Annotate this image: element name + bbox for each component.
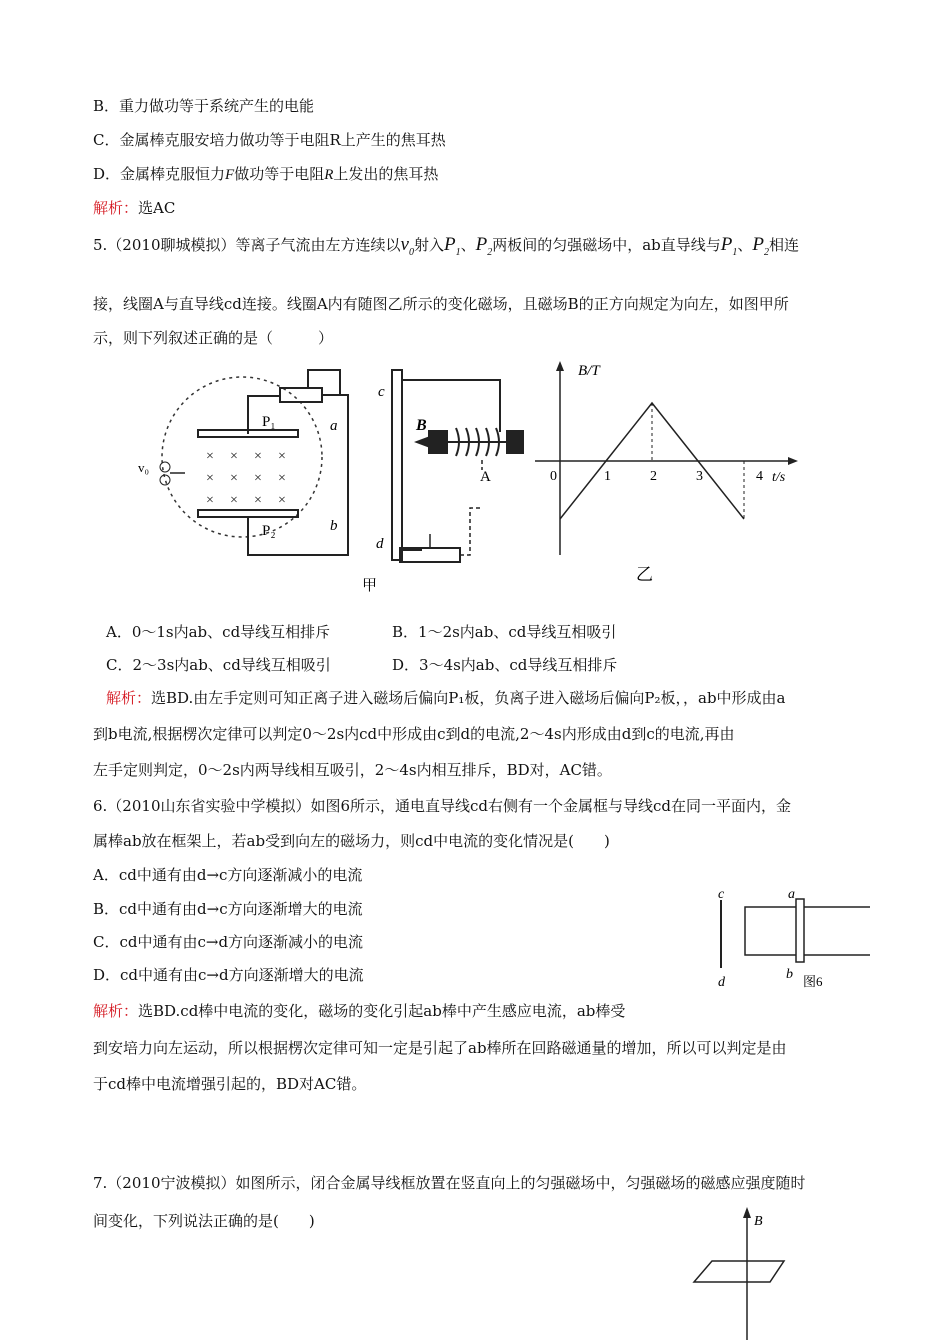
label-d: d (718, 975, 725, 990)
q7-stem-line2: 间变化，下列说法正确的是( ) (93, 1212, 315, 1230)
metal-frame (745, 907, 870, 955)
q6-option-a: A．cd中通有由d→c方向逐渐减小的电流 (93, 866, 363, 884)
tick-label-2: 2 (650, 469, 657, 484)
q5-option-c: C．2～3s内ab、cd导线互相吸引 (106, 656, 331, 674)
label-c: c (378, 384, 385, 400)
q5-stem-line2: 接，线圈A与直导线cd连接。线圈A内有随图乙所示的变化磁场，且磁场B的正方向规定为向左，如图甲所 (93, 295, 789, 313)
label-A: A (480, 469, 491, 485)
tick-label-4: 4 (756, 469, 763, 484)
figure-yi-chart (530, 355, 810, 585)
q5-answer-line2: 到b电流,根据楞次定律可以判定0～2s内cd中形成由c到d的电流,2～4s内形成由d到c的电流,再由 (93, 725, 735, 743)
q4-option-b: B．重力做功等于系统产生的电能 (93, 97, 315, 115)
tick-label-1: 1 (604, 469, 611, 484)
label-b: b (330, 518, 338, 534)
q6-answer-line3: 于cd棒中电流增强引起的，BD对AC错。 (93, 1075, 367, 1093)
label-p1: P₁ (262, 414, 276, 430)
x-axis-label: t/s (772, 470, 786, 485)
tick-label-3: 3 (696, 469, 703, 484)
svg-text:×: × (206, 493, 214, 508)
figure-q7 (688, 1204, 798, 1342)
q6-option-d: D．cd中通有由c→d方向逐渐增大的电流 (93, 966, 364, 984)
q5-stem-line3: 示，则下列叙述正确的是（ ） (93, 329, 334, 347)
q5-answer-line3: 左手定则判定，0～2s内两导线相互吸引，2～4s内相互排斥，BD对，AC错。 (93, 761, 612, 779)
svg-text:×: × (254, 493, 262, 508)
svg-text:×: × (254, 471, 262, 486)
q5-option-b: B．1～2s内ab、cd导线互相吸引 (392, 623, 617, 641)
q5-stem-line1: 5.（2010聊城模拟）等离子气流由左方连续以$v_0$射入$P_1$、$P_2$两板间的匀强磁场中，ab直导线与$P_1$、$P_2$相连 (93, 234, 799, 258)
label-d: d (376, 536, 384, 552)
q6-answer-line1: 解析：选BD.cd棒中电流的变化，磁场的变化引起ab棒中产生感应电流，ab棒受 (93, 1002, 626, 1020)
rod-ab (796, 899, 804, 962)
label-yi: 乙 (636, 565, 653, 584)
q4-option-c: C．金属棒克服安培力做功等于电阻R上产生的焦耳热 (93, 131, 446, 149)
label-B-field: B (416, 417, 427, 434)
label-a: a (788, 887, 795, 902)
q4-answer: 解析：选AC (93, 199, 176, 217)
q6-stem-line1: 6.（2010山东省实验中学模拟）如图6所示，通电直导线cd右侧有一个金属框与导线cd在同一平面内，金 (93, 797, 792, 815)
q5-option-a: A．0～1s内ab、cd导线互相排斥 (106, 623, 331, 641)
figure-jia-plasma (130, 360, 378, 595)
q5-answer-line1: 解析：选BD.由左手定则可知正离子进入磁场后偏向P₁板，负离子进入磁场后偏向P₂板，，ab中形成由a (106, 689, 786, 707)
tick-label-0: 0 (550, 469, 557, 484)
svg-text:×: × (230, 471, 238, 486)
svg-text:×: × (278, 493, 286, 508)
svg-text:×: × (230, 449, 238, 464)
plate-p2 (198, 510, 298, 517)
svg-text:×: × (206, 471, 214, 486)
label-B: B (754, 1214, 763, 1229)
svg-text:×: × (278, 449, 286, 464)
figure-6-caption: 图6 (803, 974, 823, 989)
y-axis-label: B/T (578, 363, 600, 379)
q6-option-c: C．cd中通有由c→d方向逐渐减小的电流 (93, 933, 364, 951)
svg-text:×: × (278, 471, 286, 486)
label-p2: P₂ (262, 523, 276, 539)
q6-option-b: B．cd中通有由d→c方向逐渐增大的电流 (93, 900, 363, 918)
label-b: b (786, 967, 793, 982)
wire-cd (392, 370, 402, 560)
label-c: c (718, 887, 725, 902)
q7-stem-line1: 7.（2010宁波模拟）如图所示，闭合金属导线框放置在竖直向上的匀强磁场中，匀强磁场的磁感应强度随时 (93, 1174, 806, 1192)
label-jia: 甲 (362, 578, 378, 594)
wire-loop (694, 1261, 784, 1282)
q6-answer-line2: 到安培力向左运动，所以根据楞次定律可知一定是引起了ab棒所在回路磁通量的增加，所以可以判定是由 (93, 1039, 787, 1057)
figure-coil-cd (370, 360, 530, 585)
resistor-top (280, 388, 322, 402)
q4-option-d: D．金属棒克服恒力F做功等于电阻R上发出的焦耳热 (93, 165, 439, 183)
label-a: a (330, 418, 338, 434)
q5-option-d: D．3～4s内ab、cd导线互相排斥 (392, 656, 618, 674)
q6-stem-line2: 属棒ab放在框架上，若ab受到向左的磁场力，则cd中电流的变化情况是( ) (93, 832, 610, 850)
v0-symbol: $v_0$ (400, 234, 414, 258)
figure-6 (710, 882, 880, 994)
svg-text:×: × (230, 493, 238, 508)
svg-text:×: × (206, 449, 214, 464)
svg-text:×: × (254, 449, 262, 464)
label-v0: v₀ (138, 460, 150, 475)
